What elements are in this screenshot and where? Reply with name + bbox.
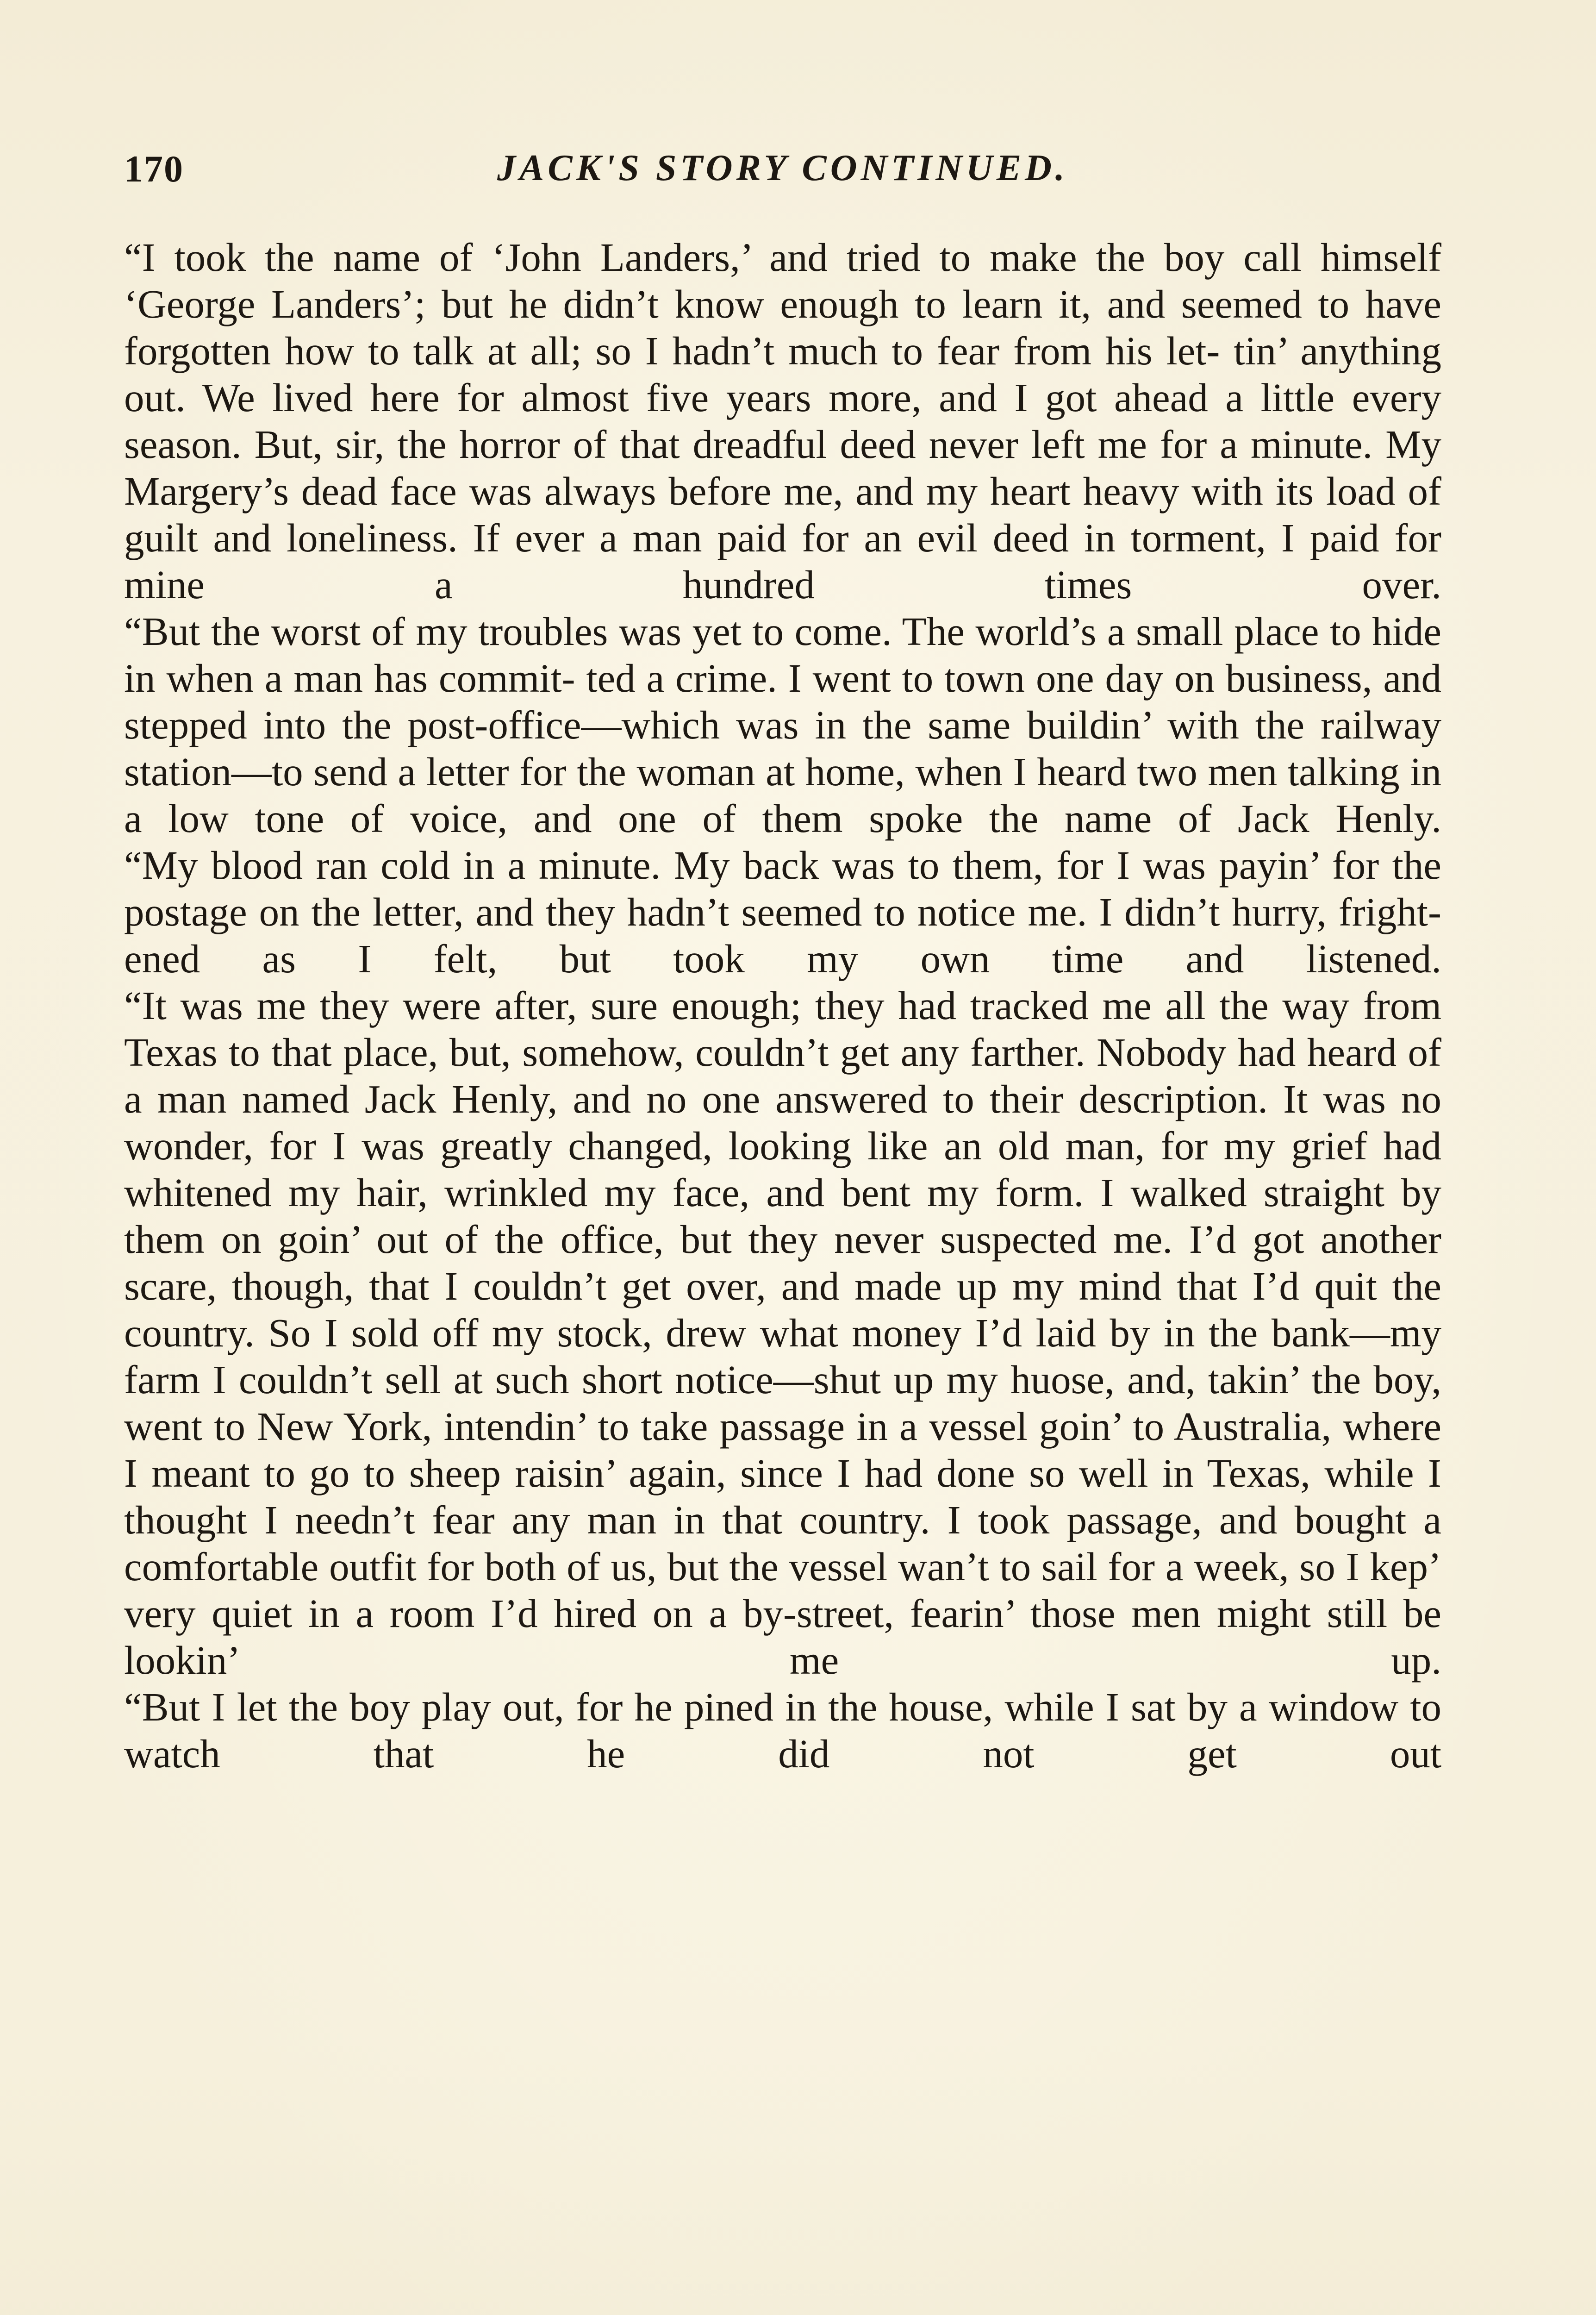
running-head	[124, 147, 1441, 198]
paragraph-1: “I took the name of ‘John Landers,’ and tried to make the boy call himself ‘George Landers’; but he didn’t know enough to learn it, and seemed to have forgotten how to talk at all; so I hadn’t much to fear from his let- tin’ anything out. We lived here for almost five years more, and I got ahead a little every season. But, sir, the horror of that dreadful deed never left me for a minute. My Margery’s dead face was always before me, and my heart heavy with its load of guilt and loneliness. If ever a man paid for an evil deed in torment, I paid for mine a hundred times over.	[124, 235, 1441, 607]
body-text	[124, 234, 1441, 1777]
running-title: JACK'S STORY CONTINUED.	[497, 148, 1068, 188]
paragraph-3: “My blood ran cold in a minute. My back was to them, for I was payin’ for the postage on the letter, and they hadn’t seemed to notice me. I didn’t hurry, fright- ened as I felt, but took my own time and listened.	[124, 843, 1441, 981]
paragraph-4: “It was me they were after, sure enough; they had tracked me all the way from Texas to that place, but, somehow, couldn’t get any farther. Nobody had heard of a man named Jack Henly, and no one answered to their description. It was no wonder, for I was greatly changed, looking like an old man, for my grief had whitened my hair, wrinkled my face, and bent my form. I walked straight by them on goin’ out of the office, but they never suspected me. I’d got another scare, though, that I couldn’t get over, and made up my mind that I’d quit the country. So I sold off my stock, drew what money I’d laid by in the bank—my farm I couldn’t sell at such short notice—shut up my huose, and, takin’ the boy, went to New York, intendin’ to take passage in a vessel goin’ to Australia, where I meant to go to sheep raisin’ again, since I had done so well in Texas, while I thought I needn’t fear any man in that country. I took passage, and bought a comfortable outfit for both of us, but the vessel wan’t to sail for a week, so I kep’ very quiet in a room I’d hired on a by-street, fearin’ those men might still be lookin’ me up.	[124, 983, 1441, 1683]
paragraph-5: “But I let the boy play out, for he pined in the house, while I sat by a window to watch that he did not get out	[124, 1684, 1441, 1776]
paragraph-2: “But the worst of my troubles was yet to come. The world’s a small place to hide in when a man has commit- ted a crime. I went to town one day on business, and stepped into the post-office—which was in the same buildin’ with the railway station—to send a letter for the woman at home, when I heard two men talking in a low tone of voice, and one of them spoke the name of Jack Henly.	[124, 609, 1441, 841]
page-number: 170	[124, 148, 184, 190]
